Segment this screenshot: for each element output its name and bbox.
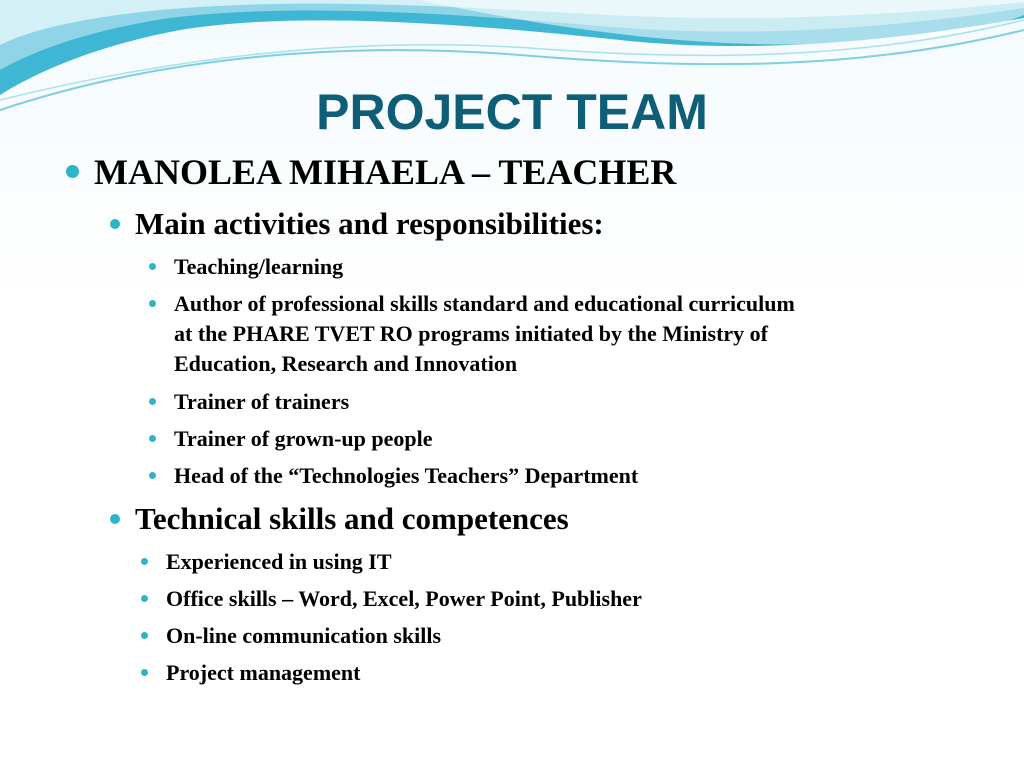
activity-item: Teaching/learning <box>174 254 344 279</box>
bullet-icon <box>110 219 120 229</box>
activity-item: Head of the “Technologies Teachers” Department <box>174 463 639 488</box>
bullet-icon <box>66 165 79 178</box>
bullet-icon <box>141 595 148 602</box>
activity-item: Trainer of trainers <box>174 389 350 414</box>
skills-heading: Technical skills and competences <box>135 501 569 536</box>
bullet-icon <box>149 435 156 442</box>
person-heading: MANOLEA MIHAELA – TEACHER <box>94 152 677 192</box>
activity-item: Author of professional skills standard and educational curriculum <box>174 291 795 316</box>
skill-item: Office skills – Word, Excel, Power Point, Publisher <box>166 586 642 611</box>
activities-heading: Main activities and responsibilities: <box>135 206 604 241</box>
bullet-icon <box>141 558 148 565</box>
skill-item: Experienced in using IT <box>166 549 392 574</box>
activity-item-continued: at the PHARE TVET RO programs initiated by the Ministry of <box>174 321 769 346</box>
skill-item: Project management <box>166 660 361 685</box>
bullet-icon <box>110 514 120 524</box>
bullet-icon <box>141 632 148 639</box>
slide-title: PROJECT TEAM <box>316 84 708 140</box>
bullet-icon <box>149 300 156 307</box>
bullet-icon <box>141 669 148 676</box>
activity-item-continued: Education, Research and Innovation <box>174 351 518 376</box>
bullet-icon <box>149 263 156 270</box>
skill-item: On-line communication skills <box>166 623 442 648</box>
activity-item: Trainer of grown-up people <box>174 426 433 451</box>
bullet-icon <box>149 472 156 479</box>
bullet-icon <box>149 398 156 405</box>
